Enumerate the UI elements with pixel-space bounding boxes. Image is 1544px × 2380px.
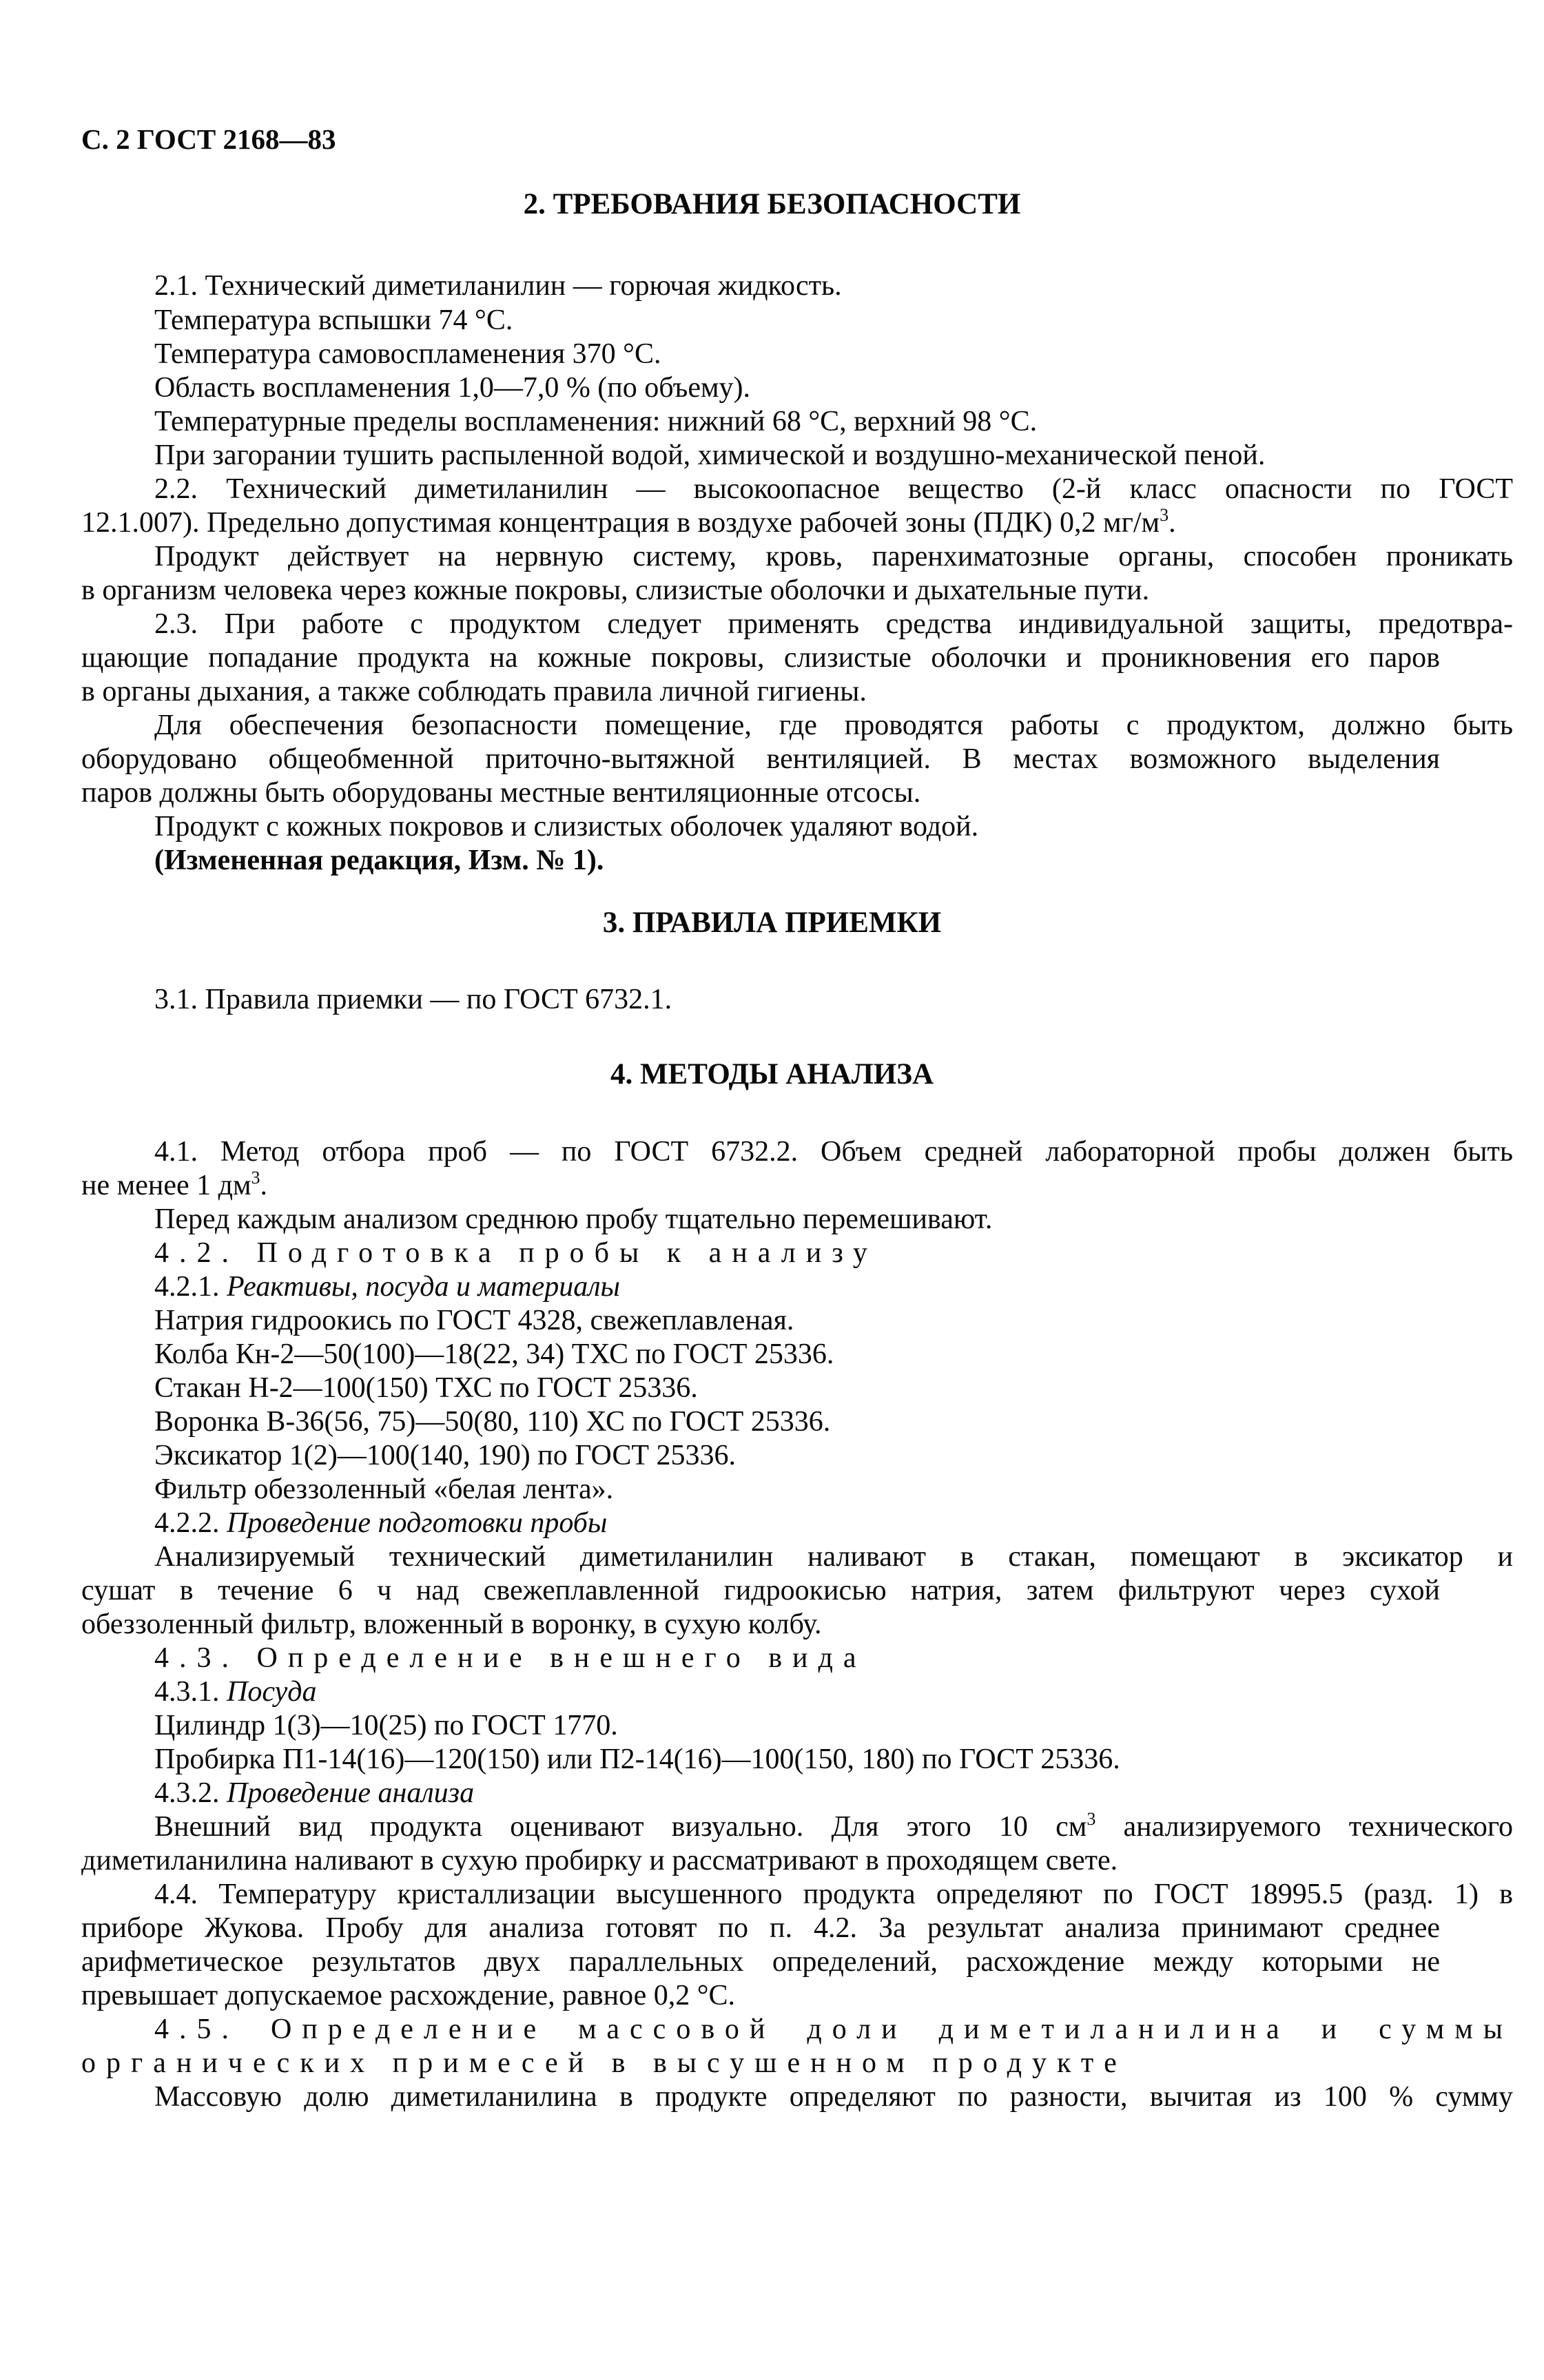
list-item: Колба Кн-2—50(100)—18(22, 34) ТХС по ГОСТ 25336. bbox=[154, 1338, 834, 1370]
page-header: С. 2 ГОСТ 2168—83 bbox=[81, 123, 336, 155]
section-heading-3: 3. ПРАВИЛА ПРИЕМКИ bbox=[602, 907, 942, 939]
paragraph-line: 2.3. При работе с продуктом следует применять средства индивидуальной защиты, предотвра- bbox=[154, 608, 1513, 640]
paragraph-line: сушат в течение 6 ч над свежеплавленной гидроокисью натрия, затем фильтруют через сухой bbox=[81, 1575, 1440, 1606]
paragraph-line: 3.1. Правила приемки — по ГОСТ 6732.1. bbox=[154, 984, 672, 1015]
paragraph-line: 4.4. Температуру кристаллизации высушенного продукта определяют по ГОСТ 18995.5 (разд. 1) в bbox=[154, 1879, 1513, 1910]
paragraph-line: 2.1. Технический диметиланилин — горючая жидкость. bbox=[154, 270, 842, 302]
paragraph-line: Продукт с кожных покровов и слизистых оболочек удаляют водой. bbox=[154, 811, 979, 842]
paragraph-line: Температура самовоспламенения 370 °С. bbox=[154, 338, 661, 370]
paragraph-line: 12.1.007). Предельно допустимая концентрация в воздухе рабочей зоны (ПДК) 0,2 $мг/м^3$. bbox=[81, 505, 1176, 539]
paragraph-line: диметиланилина наливают в сухую пробирку и рассматривают в проходящем свете. bbox=[81, 1845, 1118, 1876]
paragraph-line: обеззоленный фильтр, вложенный в воронку, в сухую колбу. bbox=[81, 1608, 822, 1640]
list-item: Натрия гидроокись по ГОСТ 4328, свежеплавленая. bbox=[154, 1305, 794, 1336]
list-item: Воронка В-36(56, 75)—50(80, 110) ХС по ГОСТ 25336. bbox=[154, 1406, 831, 1438]
paragraph-line: Анализируемый технический диметиланилин наливают в стакан, помещают в эксикатор и bbox=[154, 1541, 1513, 1573]
paragraph-line: Область воспламенения 1,0—7,0 % (по объему). bbox=[154, 372, 751, 404]
paragraph-line: не менее 1 $дм^3$. bbox=[81, 1168, 268, 1201]
paragraph-line: арифметическое результатов двух параллельных определений, расхождение между которыми не bbox=[81, 1946, 1440, 1978]
subsection-heading: 4.2.2. Проведение подготовки пробы bbox=[154, 1507, 608, 1539]
subsection-title: 4.5. Определение массовой доли диметиланилина и суммы bbox=[154, 2014, 1513, 2045]
paragraph-line: 2.2. Технический диметиланилин — высокоопасное вещество (2-й класс опасности по ГОСТ bbox=[154, 473, 1513, 505]
section-heading-2: 2. ТРЕБОВАНИЯ БЕЗОПАСНОСТИ bbox=[523, 188, 1021, 220]
paragraph-line: щающие попадание продукта на кожные покровы, слизистые оболочки и проникновения его паров bbox=[81, 642, 1440, 674]
list-item: Эксикатор 1(2)—100(140, 190) по ГОСТ 25336. bbox=[154, 1440, 736, 1471]
paragraph-line: Внешний вид продукта оценивают визуально. Для этого 10 $см^3$ анализируемого технического bbox=[154, 1809, 1513, 1843]
paragraph-line: Температура вспышки 74 °С. bbox=[154, 304, 513, 336]
subsection-heading: 4.3.1. Посуда bbox=[154, 1676, 317, 1708]
subsection-title: 4.2. Подготовка пробы к анализу bbox=[154, 1237, 878, 1269]
paragraph-line: При загорании тушить распыленной водой, химической и воздушно-механической пеной. bbox=[154, 439, 1266, 471]
subsection-title: органических примесей в высушенном продукте bbox=[81, 2047, 1127, 2079]
paragraph-line: Массовую долю диметиланилина в продукте определяют по разности, вычитая из 100 % сумму bbox=[154, 2081, 1513, 2113]
paragraph-line: 4.1. Метод отбора проб — по ГОСТ 6732.2. Объем средней лабораторной пробы должен быть bbox=[154, 1136, 1513, 1168]
paragraph-line: превышает допускаемое расхождение, равное 0,2 °С. bbox=[81, 1980, 736, 2011]
subsection-heading: 4.2.1. Реактивы, посуда и материалы bbox=[154, 1271, 620, 1303]
list-item: Фильтр обеззоленный «белая лента». bbox=[154, 1473, 614, 1505]
paragraph-line: Для обеспечения безопасности помещение, где проводятся работы с продуктом, должно быть bbox=[154, 710, 1513, 741]
paragraph-line: в организм человека через кожные покровы, слизистые оболочки и дыхательные пути. bbox=[81, 575, 1150, 606]
list-item: Стакан Н-2—100(150) ТХС по ГОСТ 25336. bbox=[154, 1372, 698, 1404]
paragraph-line: паров должны быть оборудованы местные вентиляционные отсосы. bbox=[81, 777, 921, 809]
paragraph-line: Продукт действует на нервную систему, кровь, паренхиматозные органы, способен проникать bbox=[154, 541, 1513, 572]
list-item: Пробирка П1-14(16)—120(150) или П2-14(16)—100(150, 180) по ГОСТ 25336. bbox=[154, 1743, 1120, 1775]
subsection-heading: 4.3.2. Проведение анализа bbox=[154, 1777, 475, 1809]
paragraph-line: Температурные пределы воспламенения: нижний 68 °С, верхний 98 °С. bbox=[154, 406, 1038, 437]
paragraph-line: приборе Жукова. Пробу для анализа готовят по п. 4.2. За результат анализа принимают среднее bbox=[81, 1912, 1440, 1944]
paragraph-line: в органы дыхания, а также соблюдать правила личной гигиены. bbox=[81, 676, 867, 707]
section-heading-4: 4. МЕТОДЫ АНАЛИЗА bbox=[610, 1058, 934, 1090]
paragraph-line: оборудовано общеобменной приточно-вытяжной вентиляцией. В местах возможного выделения bbox=[81, 743, 1440, 775]
list-item: Цилиндр 1(3)—10(25) по ГОСТ 1770. bbox=[154, 1710, 618, 1741]
paragraph-line: Перед каждым анализом среднюю пробу тщательно перемешивают. bbox=[154, 1203, 993, 1235]
amendment-note: (Измененная редакция, Изм. № 1). bbox=[154, 845, 604, 876]
subsection-title: 4.3. Определение внешнего вида bbox=[154, 1642, 867, 1674]
